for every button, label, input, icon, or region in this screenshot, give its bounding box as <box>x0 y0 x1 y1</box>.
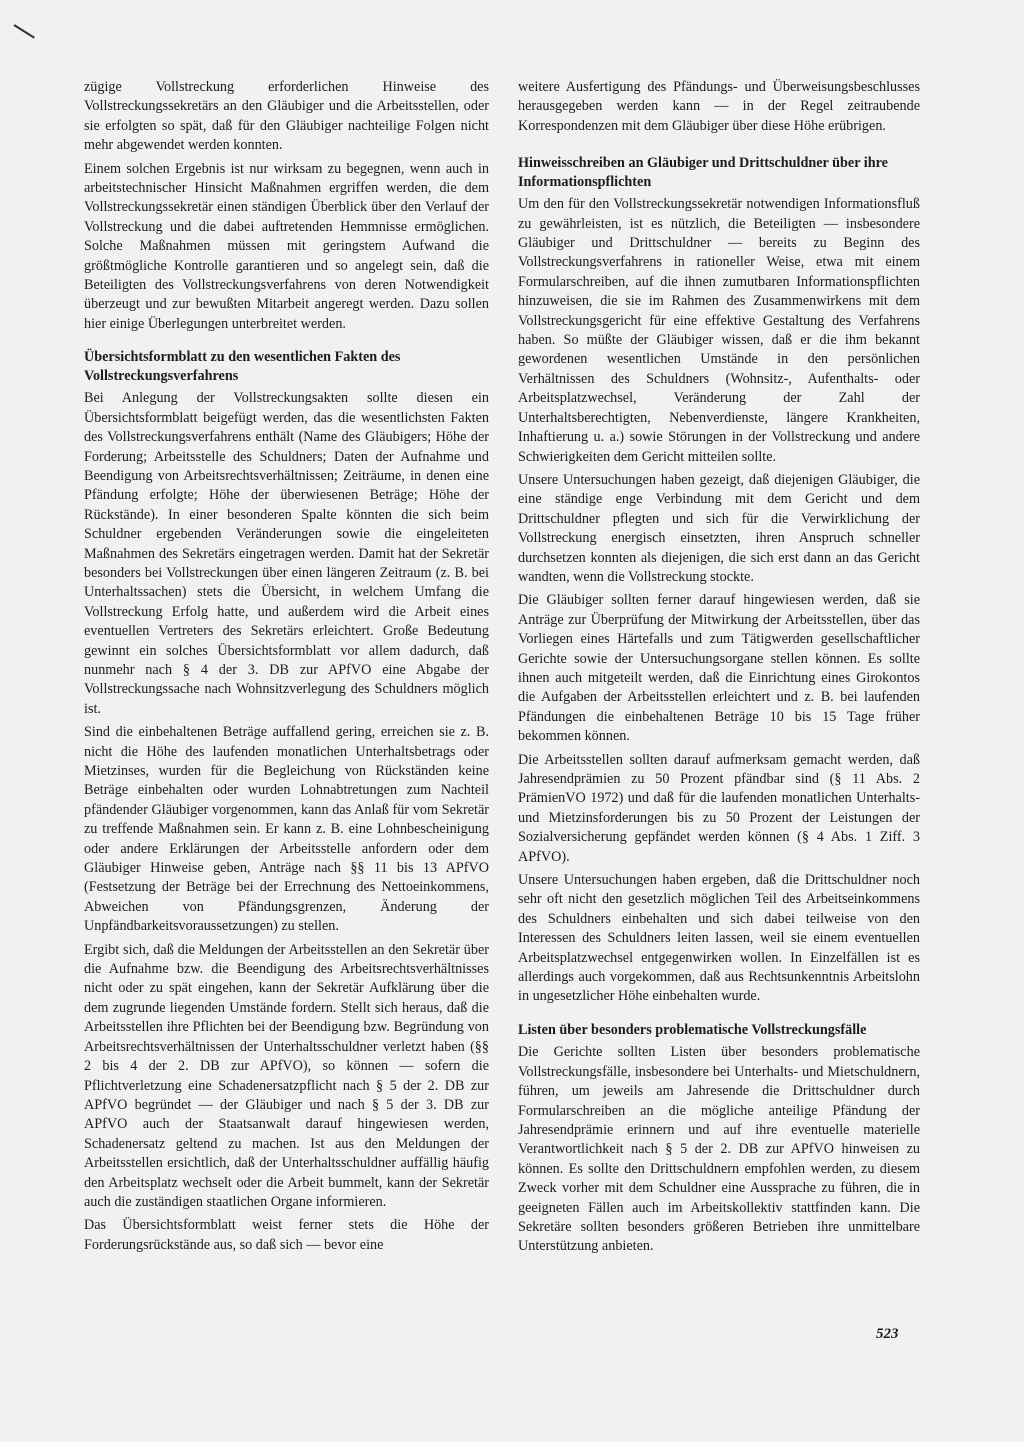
scan-mark <box>13 24 34 38</box>
right-column <box>518 78 920 1261</box>
paragraph: Das Übersichtsformblatt weist ferner stets die Höhe der Forderungsrückstände aus, so daß sich — bevor eine <box>84 1217 489 1253</box>
page-number: 523 <box>876 1326 899 1342</box>
paragraph: Um den für den Vollstreckungssekretär notwendigen Informationsfluß zu gewährleisten, ist es nützlich, die Beteiligten — insbesondere Gläubiger und Drittschuldner — bereits zu Beginn des Vollstreckungsverfahrens in rationeller Weise, etwa mit einem Formularschreiben, auf die ihnen zumutbaren Informationspflichten hinzuweisen, die sie im Rahmen des Zusammenwirkens mit dem Vollstreckungsgericht für eine effektive Gestaltung des Verfahrens haben. So müßte der Gläubiger wissen, daß er die ihm bekannt gewordenen wesentlichen Umstände in den persönlichen Verhältnissen des Schuldners (Wohnsitz-, Aufenthalts- oder Arbeitsplatzwechsel, Veränderung der Zahl der Unterhaltsberechtigten, Nebenverdienste, längere Krankheiten, Inhaftierung u. a.) sowie Störungen in der Vollstreckung und andere Schwierigkeiten dem Gericht mitteilen sollte. <box>518 196 920 465</box>
paragraph: Die Gläubiger sollten ferner darauf hingewiesen werden, daß sie Anträge zur Überprüfung der Mitwirkung der Arbeitsstellen, über das Vorliegen eines Härtefalls und zum Tätigwerden gesellschaftlicher Gerichte sowie der Untersuchungsorgane stellen können. Es sollte ihnen auch mitgeteilt werden, daß die Einrichtung eines Girokontos die Aufgaben der Arbeitsstellen erleichtert und z. B. bei laufenden Pfändungen die einbehaltenen Beträge 10 bis 15 Tage früher bekommen können. <box>518 592 920 745</box>
section-heading: Listen über besonders problematische Vollstreckungsfälle <box>518 1021 867 1038</box>
left-column <box>84 78 489 1259</box>
section-heading: Hinweisschreiben an Gläubiger und Drittschuldner über ihre Informationspflichten <box>518 155 888 190</box>
paragraph: Die Gerichte sollten Listen über besonders problematische Vollstreckungsfälle, insbesondere bei Unterhalts- und Mietschuldnern, führen, um jeweils am Jahresende die Drittschuldner durch Formularschreiben an die mögliche anteilige Pfändung der Jahresendprämie erinnern und auf ihre eventuelle materielle Verantwortlichkeit nach § 5 der 2. DB zur APfVO hinweisen zu können. Es sollte den Drittschuldnern empfohlen werden, zu diesem Zweck vorher mit dem Schuldner eine Aussprache zu führen, die in geeigneten Fällen auch im Arbeitskollektiv stattfinden kann. Die Sekretäre sollten besonders größeren Betrieben ihre unmittelbare Unterstützung anbieten. <box>518 1044 920 1255</box>
paragraph: Unsere Untersuchungen haben ergeben, daß die Drittschuldner noch sehr oft nicht den gesetzlich möglichen Teil des Arbeitseinkommens des Schuldners einbehalten und sich dabei teilweise von den Interessen des Schuldners leiten lassen, weil sie einem eventuellen Arbeitsplatzwechsel entgegenwirken wollen. In Einzelfällen ist es allerdings auch vorgekommen, daß aus Rechtsunkenntnis Arbeitslohn in ungesetzlicher Höhe einbehalten wurde. <box>518 872 920 1005</box>
paragraph: zügige Vollstreckung erforderlichen Hinweise des Vollstreckungssekretärs an den Gläubiger und die Arbeitsstellen, oder sie erfolgten so spät, daß für den Gläubiger nachteilige Folgen nicht mehr abgewendet werden konnten. <box>84 79 489 154</box>
paragraph: Bei Anlegung der Vollstreckungsakten sollte diesen ein Übersichtsformblatt beigefügt werden, das die wesentlichsten Fakten des Vollstreckungsverfahrens enthält (Name des Gläubigers; Höhe der Forderung; Arbeitsstelle des Schuldners; Daten der Aufnahme und Beendigung von Arbeitsrechtsverhältnissen; Zeiträume, in denen eine Pfändung erfolgte; Höhe der überwiesenen Beträge; Höhe der Rückstände). In einer besonderen Spalte könnten die sich beim Schuldner ergebenden Veränderungen sowie die eingeleiteten Maßnahmen des Sekretärs eingetragen werden. Damit hat der Sekretär besonders bei Vollstreckungen über einen längeren Zeitraum (z. B. bei Unterhaltssachen) stets die Übersicht, in welchem Umfang die Vollstreckung Erfolg hatte, und außerdem wird die Arbeit eines eventuellen Vertreters des Sekretärs erleichtert. Große Bedeutung gewinnt ein solches Übersichtsformblatt vor allem dadurch, daß nunmehr nach § 4 der 3. DB zur APfVO eine Abgabe der Vollstreckungssache nach Wohnsitzverlegung des Schuldners möglich ist. <box>84 390 489 717</box>
paragraph: Einem solchen Ergebnis ist nur wirksam zu begegnen, wenn auch in arbeitstechnischer Hinsicht Maßnahmen ergriffen werden, die dem Vollstreckungssekretär einen ständigen Überblick über den Verlauf der Vollstreckung und die dabei auftretenden Hemmnisse ermöglichen. Solche Maßnahmen müssen mit geringstem Aufwand die größtmögliche Kontrolle garantieren und so angelegt sein, daß die Beteiligten des Vollstreckungsverfahrens von deren Notwendigkeit überzeugt und zur bewußten Mitarbeit angeregt werden. Dazu sollen hier einige Überlegungen unterbreitet werden. <box>84 160 489 332</box>
paragraph: Die Arbeitsstellen sollten darauf aufmerksam gemacht werden, daß Jahresendprämien zu 50 Prozent pfändbar sind (§ 11 Abs. 2 PrämienVO 1972) und daß für die laufenden monatlichen Unterhalts- und Mietzinsforderungen bis zu 50 Prozent der Leistungen der Sozialversicherung gepfändet werden können (§ 4 Abs. 1 Ziff. 3 APfVO). <box>518 751 920 865</box>
paragraph: Unsere Untersuchungen haben gezeigt, daß diejenigen Gläubiger, die eine ständige enge Verbindung mit dem Gericht und dem Drittschuldner pflegten und sich für die Verwirklichung der Vollstreckung energisch einsetzten, ihren Anspruch schneller durchsetzen konnten als diejenigen, die sich erst dann an das Gericht wandten, wenn die Vollstreckung stockte. <box>518 471 920 585</box>
paragraph: Ergibt sich, daß die Meldungen der Arbeitsstellen an den Sekretär über die Aufnahme bzw. die Beendigung des Arbeitsrechtsverhältnisses nicht oder zu spät eingehen, kann der Sekretär Aufklärung über die dem zugrunde liegenden Umstände fordern. Stellt sich heraus, daß die Arbeitsstellen ihre Pflichten bei der Beendigung bzw. Begründung von Arbeitsrechtsverhältnissen der Unterhaltsschuldner verletzt haben (§§ 2 bis 4 der 2. DB zur APfVO), so können — sofern die Pflichtverletzung eine Schadenersatzpflicht nach § 5 der 2. DB zur APfVO begründet — der Gläubiger und nach § 5 der 3. DB zur APfVO auch der Staatsanwalt darauf hingewiesen werden, Schadenersatz geltend zu machen. Ist aus den Meldungen der Arbeitsstellen ersichtlich, daß der Unterhaltsschuldner auffällig häufig den Arbeitsplatz wechselt oder die Arbeit bummelt, kann der Sekretär auch die zuständigen staatlichen Organe informieren. <box>84 941 489 1210</box>
paragraph: Sind die einbehaltenen Beträge auffallend gering, erreichen sie z. B. nicht die Höhe des laufenden monatlichen Unterhaltsbetrags oder Mietzinses, wurden für die Begleichung von Rückständen keine Beträge einbehalten oder wurden Lohnabtretungen zum Nachteil pfändender Gläubiger vorgenommen, kann das Anlaß für vom Sekretär zu treffende Maßnahmen sein. Er kann z. B. eine Lohnbescheinigung oder andere Erklärungen der Arbeitsstelle anfordern oder dem Gläubiger Hinweise geben, Anträge nach §§ 11 bis 13 APfVO (Festsetzung der Beträge bei der Errechnung des Nettoeinkommens, Abweichen von Pfändungsgrenzen, Änderung der Unpfändbarkeitsvoraussetzungen) zu stellen. <box>84 724 489 935</box>
paragraph: weitere Ausfertigung des Pfändungs- und Überweisungsbeschlusses herausgegeben werden kann — in der Regel zeitraubende Korrespondenzen mit dem Gläubiger über diese Höhe erübrigen. <box>518 79 920 134</box>
section-heading: Übersichtsformblatt zu den wesentlichen Fakten des Vollstreckungsverfahrens <box>84 349 401 384</box>
